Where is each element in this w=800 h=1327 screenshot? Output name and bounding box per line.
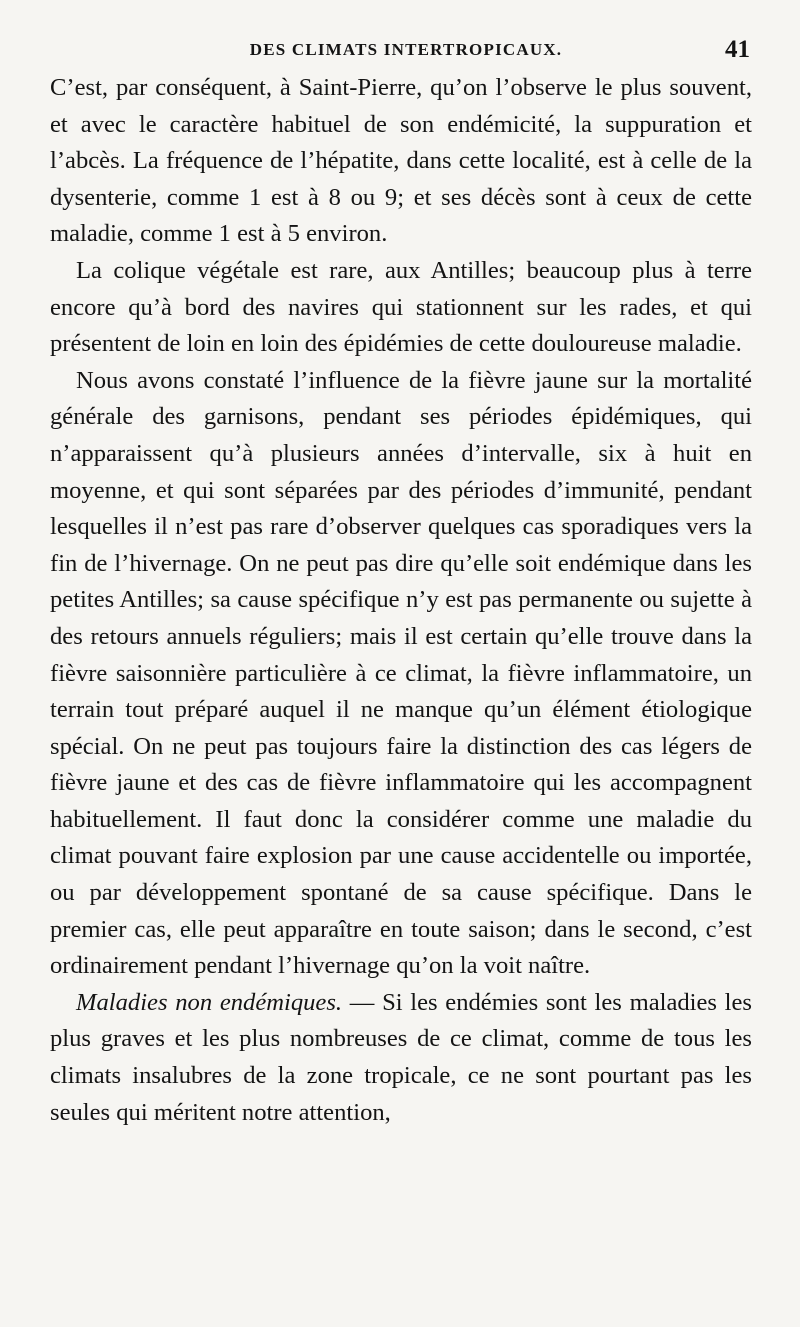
- paragraph-2: La colique végétale est rare, aux Antilles; beaucoup plus à terre encore qu’à bord des navires qui stationnent sur les rades, et qui présentent de loin en loin des épidémies de cette douloureuse maladie.: [50, 256, 752, 358]
- paragraph-3: Nous avons constaté l’influence de la fièvre jaune sur la mortalité générale des garnisons, pendant ses périodes épidémiques, qui n’apparaissent qu’à plusieurs années d’intervalle, six à huit en moyenne, et qui sont séparées par des périodes d’immunité, pendant lesquelles il n’est pas rare d’observer quelques cas sporadiques vers la fin de l’hivernage. On ne peut pas dire qu’elle soit endémique dans les petites Antilles; sa cause spécifique n’y est pas permanente ou sujette à des retours annuels réguliers; mais il est certain qu’elle trouve dans la fièvre saisonnière particulière à ce climat, la fièvre inflammatoire, un terrain tout préparé auquel il ne manque qu’un élément étiologique spécial. On ne peut pas toujours faire la distinction des cas légers de fièvre jaune et des cas de fièvre inflammatoire qui les accompagnent habituellement. Il faut donc la considérer comme une maladie du climat pouvant faire explosion par une cause accidentelle ou importée, ou par développement spontané de sa cause spécifique. Dans le premier cas, elle peut apparaître en toute saison; dans le second, c’est ordinairement pendant l’hivernage qu’on la voit naître.: [50, 366, 752, 980]
- paragraph-4-text: — Si les endémies sont les maladies les plus graves et les plus nombreuses de ce climat, comme de tous les climats insalubres de la zone tropicale, ce ne sont pourtant pas les seules qui méritent notre attention,: [50, 988, 753, 1126]
- running-head-title: DES CLIMATS INTERTROPICAUX.: [249, 40, 563, 59]
- page-number: 41: [725, 36, 750, 63]
- page-body: [50, 70, 752, 1131]
- paragraph-1: C’est, par conséquent, à Saint-Pierre, qu’on l’observe le plus souvent, et avec le caractère habituel de son endémicité, la suppuration et l’abcès. La fréquence de l’hépatite, dans cette localité, est à celle de la dysenterie, comme 1 est à 8 ou 9; et ses décès sont à ceux de cette maladie, comme 1 est à 5 environ.: [50, 74, 752, 248]
- paragraph-4: [50, 985, 752, 1131]
- section-lead: Maladies non endémiques.: [76, 988, 343, 1016]
- running-head: [50, 30, 752, 70]
